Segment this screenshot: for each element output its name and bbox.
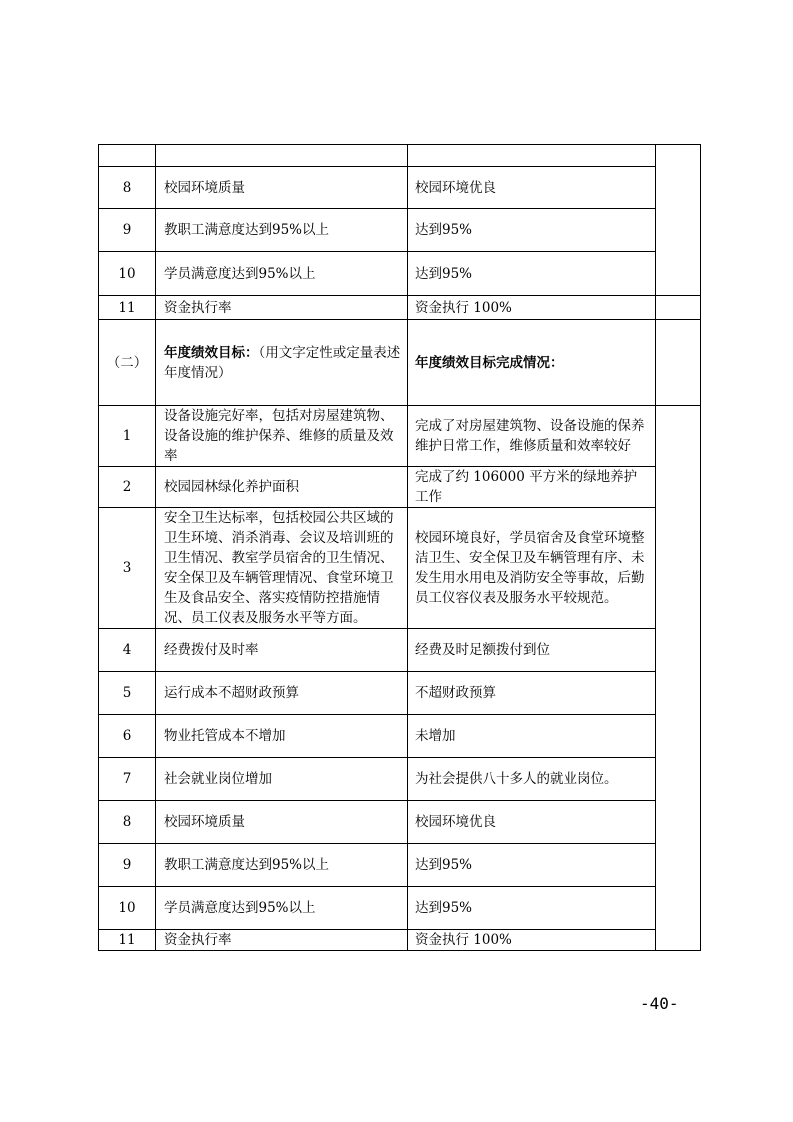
indicator-cell: 教职工满意度达到95%以上 (156, 209, 408, 252)
indicator-cell: 运行成本不超财政预算 (156, 672, 408, 715)
row-number: 10 (99, 887, 156, 930)
blank-cell (656, 320, 701, 406)
result-cell: 达到95% (408, 252, 656, 296)
table-row (99, 887, 701, 930)
row-number: 4 (99, 629, 156, 672)
blank-cell (656, 406, 701, 951)
page-number: -40- (640, 994, 679, 1013)
performance-table (98, 144, 701, 951)
row-number: 7 (99, 758, 156, 801)
row-number: 10 (99, 252, 156, 296)
result-cell: 不超财政预算 (408, 672, 656, 715)
indicator-cell: 学员满意度达到95%以上 (156, 887, 408, 930)
result-cell: 完成了对房屋建筑物、设备设施的保养维护日常工作，维修质量和效率较好 (408, 406, 656, 467)
table-row (99, 629, 701, 672)
result-cell: 校园环境优良 (408, 801, 656, 844)
section-header-row (99, 320, 701, 406)
goal-header-cell (156, 320, 408, 406)
result-cell (408, 145, 656, 167)
row-number (99, 145, 156, 167)
result-cell: 达到95% (408, 209, 656, 252)
result-cell: 为社会提供八十多人的就业岗位。 (408, 758, 656, 801)
row-number: 11 (99, 296, 156, 320)
table-row (99, 406, 701, 467)
table-row (99, 296, 701, 320)
indicator-cell: 设备设施完好率，包括对房屋建筑物、设备设施的维护保养、维修的质量及效率 (156, 406, 408, 467)
indicator-cell: 资金执行率 (156, 296, 408, 320)
row-number: 3 (99, 508, 156, 629)
row-number: 1 (99, 406, 156, 467)
table-row (99, 715, 701, 758)
goal-note: （用文字定性或定量表述年度情况） (164, 344, 401, 381)
indicator-cell: 校园环境质量 (156, 801, 408, 844)
result-cell: 资金执行 100% (408, 296, 656, 320)
table-row (99, 801, 701, 844)
indicator-cell: 校园园林绿化养护面积 (156, 467, 408, 508)
table-row (99, 672, 701, 715)
indicator-cell: 资金执行率 (156, 930, 408, 951)
indicator-cell: 校园环境质量 (156, 167, 408, 209)
table-row (99, 209, 701, 252)
row-number: 2 (99, 467, 156, 508)
indicator-cell: 学员满意度达到95%以上 (156, 252, 408, 296)
table-row (99, 467, 701, 508)
indicator-cell: 物业托管成本不增加 (156, 715, 408, 758)
result-cell: 资金执行 100% (408, 930, 656, 951)
table-row (99, 145, 701, 167)
completion-header-cell: 年度绩效目标完成情况： (408, 320, 656, 406)
indicator-cell: 教职工满意度达到95%以上 (156, 844, 408, 887)
result-cell: 未增加 (408, 715, 656, 758)
blank-cell (656, 145, 701, 296)
result-cell: 完成了约 106000 平方米的绿地养护工作 (408, 467, 656, 508)
blank-cell (656, 296, 701, 320)
result-cell: 校园环境优良 (408, 167, 656, 209)
result-cell: 经费及时足额拨付到位 (408, 629, 656, 672)
table-row (99, 930, 701, 951)
goal-label: 年度绩效目标： (164, 344, 259, 361)
row-number: 8 (99, 167, 156, 209)
table-row (99, 252, 701, 296)
row-number: 11 (99, 930, 156, 951)
table-row (99, 844, 701, 887)
indicator-cell: 经费拨付及时率 (156, 629, 408, 672)
result-cell: 达到95% (408, 844, 656, 887)
row-number: 6 (99, 715, 156, 758)
row-number: 5 (99, 672, 156, 715)
result-cell: 达到95% (408, 887, 656, 930)
result-cell: 校园环境良好，学员宿舍及食堂环境整洁卫生、安全保卫及车辆管理有序、未发生用水用电及消防安全等事故，后勤员工仪容仪表及服务水平较规范。 (408, 508, 656, 629)
table-row (99, 167, 701, 209)
indicator-cell: 社会就业岗位增加 (156, 758, 408, 801)
row-number: 8 (99, 801, 156, 844)
row-number: 9 (99, 209, 156, 252)
table-row (99, 508, 701, 629)
row-number: 9 (99, 844, 156, 887)
section-number: （二） (99, 320, 156, 406)
indicator-cell (156, 145, 408, 167)
table-row (99, 758, 701, 801)
indicator-cell: 安全卫生达标率，包括校园公共区域的卫生环境、消杀消毒、会议及培训班的卫生情况、教室学员宿舍的卫生情况、安全保卫及车辆管理情况、食堂环境卫生及食品安全、落实疫情防控措施情况、员工仪表及服务水平等方面。 (156, 508, 408, 629)
